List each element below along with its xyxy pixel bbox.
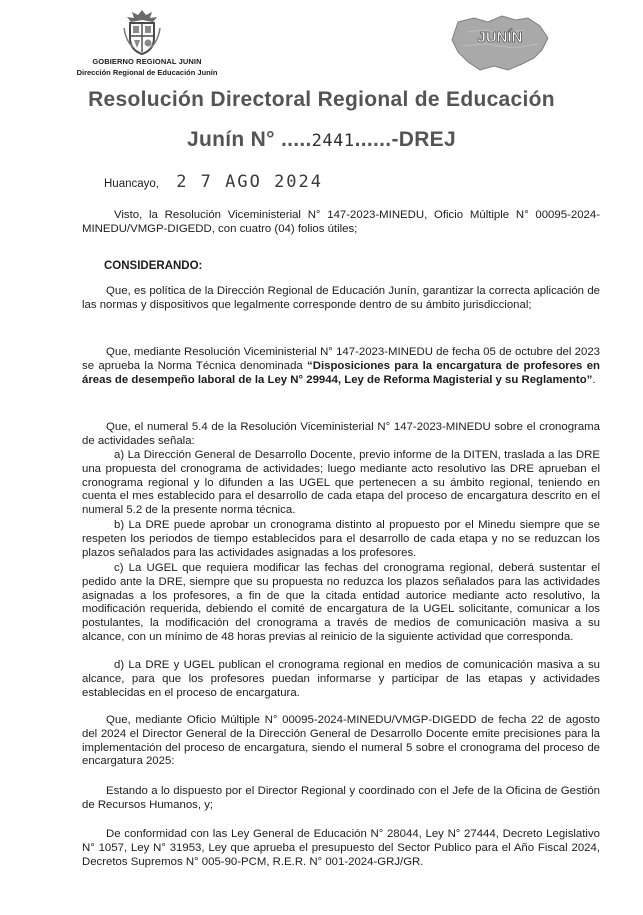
document-title: Resolución Directoral Regional de Educación xyxy=(88,88,555,111)
city: Huancayo, xyxy=(104,178,159,190)
date-stamp: 2 7 AGO 2024 xyxy=(176,172,324,192)
resolution-number: 2441 xyxy=(311,131,355,151)
list-item-d: d) La DRE y UGEL publican el cronograma regional en medios de comunicación masiva a su alcance, para que los profesores puedan informarse y participar de las etapas y actividades establecidas en el proceso de encargatura. xyxy=(82,659,600,699)
visto-paragraph: Visto, la Resolución Viceministerial N° 147-2023-MINEDU, Oficio Múltiple N° 00095-2024-MINEDU/VMGP-DIGEDD, con cuatro (04) folios útiles; xyxy=(82,209,600,235)
title-dots-before: ..... xyxy=(280,128,312,151)
paragraph-2-end: . xyxy=(592,373,596,386)
norm-title: “Disposiciones para la encargatura de profesores en áreas de desempeño laboral de la Ley N° 29944, Ley de Reforma Magisterial y su Reglamento” xyxy=(82,359,600,386)
coat-of-arms-icon xyxy=(122,8,162,56)
resolution-number-line xyxy=(0,128,643,152)
title-prefix: Junín N° xyxy=(187,128,281,151)
paragraph-3: Que, el numeral 5.4 de la Resolución Viceministerial N° 147-2023-MINEDU sobre el cronograma de actividades señala: xyxy=(82,421,600,447)
government-name: GOBIERNO REGIONAL JUNIN xyxy=(92,57,202,66)
list-item-b: b) La DRE puede aprobar un cronograma distinto al propuesto por el Minedu siempre que se respeten los periodos de tiempo establecidos para el desarrollo de cada etapa y no se reduzcan los plazos señalados para las actividades asignadas a los profesores. xyxy=(82,519,600,559)
paragraph-4: Que, mediante Oficio Múltiple N° 00095-2024-MINEDU/VMGP-DIGEDD de fecha 22 de agosto del 2024 el Director General de la Dirección General de Desarrollo Docente emite precisiones para la implementación del proceso de encargatura, siendo el numeral 5 sobre el cronograma del proceso de encargatura 2025: xyxy=(82,714,600,768)
place-date-line xyxy=(104,172,323,192)
issuing-authority xyxy=(52,57,242,77)
title-suffix: -DREJ xyxy=(391,128,456,151)
paragraph-2-text: Que, mediante Resolución Viceministerial N° 147-2023-MINEDU de fecha 05 de octubre del 2023 se aprueba la Norma Técnica denominada xyxy=(82,346,600,372)
directorate-name: Dirección Regional de Educación Junín xyxy=(76,68,218,77)
junin-region-map-icon xyxy=(444,12,554,74)
paragraph-5: Estando a lo dispuesto por el Director Regional y coordinado con el Jefe de la Oficina de Gestión de Recursos Humanos, y; xyxy=(82,785,600,811)
considerando-heading: CONSIDERANDO: xyxy=(104,260,203,272)
title-dots-after: ...... xyxy=(354,128,392,151)
region-logo-text: JUNÍN xyxy=(477,29,523,46)
list-item-c: c) La UGEL que requiera modificar las fechas del cronograma regional, deberá sustentar el pedido ante la DRE, siempre que su propuesta no reduzca los plazos señalados para las actividades asignadas a los profesores, a fin de que la citada entidad autorice mediante acto resolutivo, la modificación requerida, debiendo el comité de encargatura de la UGEL solicitante, comunicar a los postulantes, la modificación del cronograma a través de medios de comunicación masiva a su alcance, con un mínimo de 48 horas previas al reinicio de la siguiente actividad que corresponda. xyxy=(82,562,600,643)
paragraph-2 xyxy=(82,346,600,387)
paragraph-6: De conformidad con las Ley General de Educación N° 28044, Ley N° 27444, Decreto Legislativo N° 1057, Ley N° 31953, Ley que aprueba el presupuesto del Sector Publico para el Año Fiscal 2024, Decretos Supremos N° 005-90-PCM, R.E.R. N° 001-2024-GRJ/GR. xyxy=(82,828,600,868)
list-item-a: a) La Dirección General de Desarrollo Docente, previo informe de la DITEN, traslada a las DRE una propuesta del cronograma de actividades; luego mediante acto resolutivo las DRE aprueban el cronograma regional y lo difunden a las UGEL que pertenecen a su ámbito regional, teniendo en cuenta el mes establecido para el desarrollo de cada etapa del proceso de encargatura descrito en el numeral 5.2 de la presente norma técnica. xyxy=(82,449,600,517)
paragraph-1: Que, es política de la Dirección Regional de Educación Junín, garantizar la correcta aplicación de las normas y dispositivos que legalmente corresponde dentro de su ámbito jurisdiccional; xyxy=(82,285,600,311)
